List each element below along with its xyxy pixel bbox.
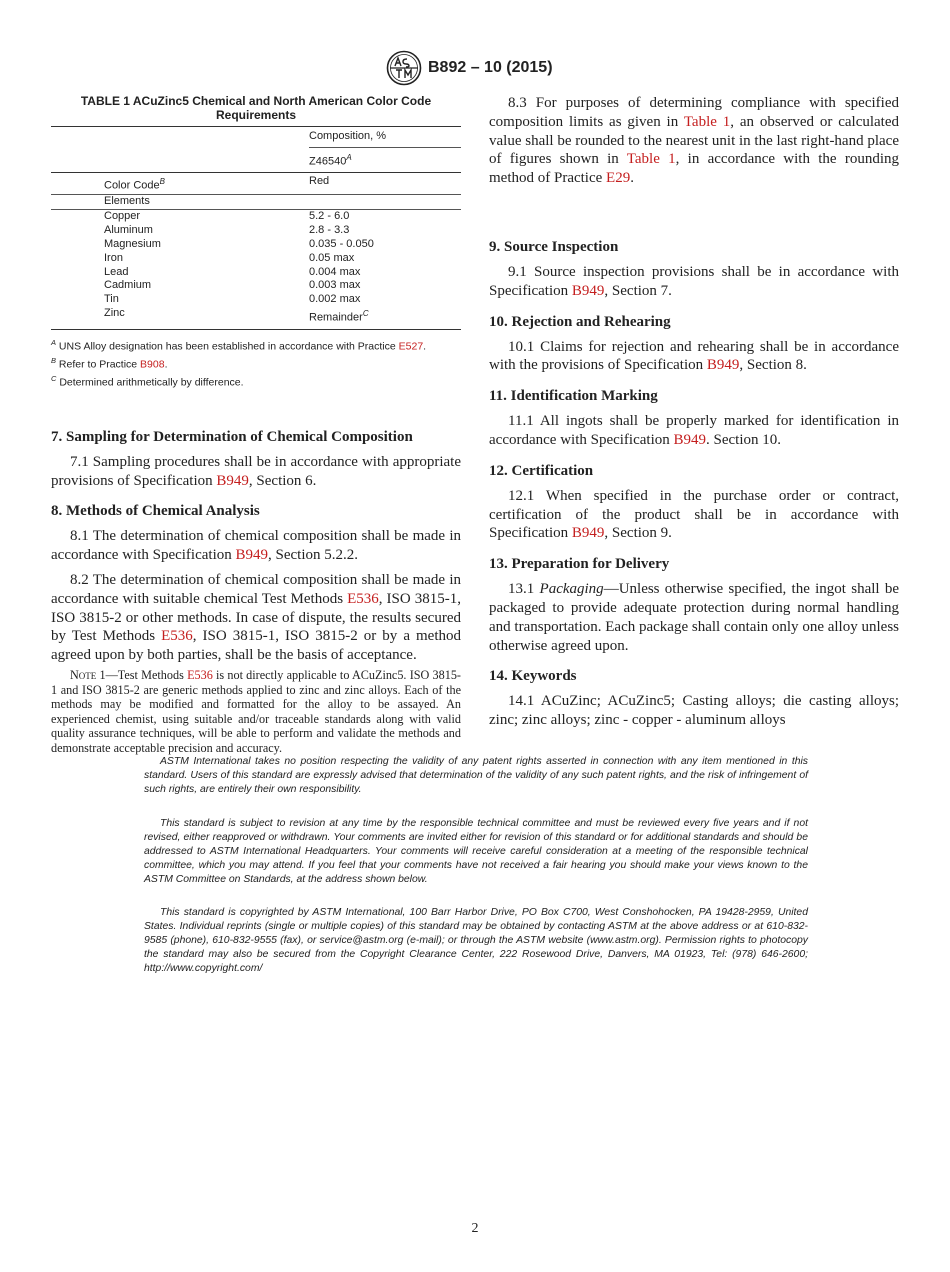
table-title: TABLE 1 ACuZinc5 Chemical and North American Color Code Requirements xyxy=(80,94,432,122)
link-b949[interactable]: B949 xyxy=(673,431,707,448)
section-heading: 13. Preparation for Delivery xyxy=(489,556,670,573)
alloy-code-footnote-mark: A xyxy=(346,152,352,162)
text: , Section 6. xyxy=(248,472,317,489)
section-10 xyxy=(489,313,899,376)
link-table-1[interactable]: Table 1 xyxy=(683,113,731,130)
table-elements-row xyxy=(51,195,461,210)
text: —Unless otherwise specified, the ingot shall be packaged to provide adequate protection during normal handling and transportation. Each package shall contain only one alloy unless otherwise agreed upon. xyxy=(489,581,900,654)
section-9 xyxy=(489,238,899,301)
element-name: Zinc xyxy=(104,307,125,320)
table-footnotes xyxy=(51,336,461,390)
section-13 xyxy=(489,555,899,655)
footnote-mark: A xyxy=(51,337,57,347)
composition-header: Composition, % xyxy=(309,127,461,148)
color-code-label: Color Code xyxy=(104,180,160,193)
footnote-mark: C xyxy=(51,373,57,383)
right-column-top xyxy=(489,96,899,188)
text: , an observed or calculated value shall be rounded to the nearest unit in the last right-hand place of figures shown in xyxy=(489,113,900,168)
link-b949[interactable]: B949 xyxy=(571,282,605,299)
section-heading: 9. Source Inspection xyxy=(489,239,619,255)
text: . Section 10. xyxy=(706,431,782,448)
elements-label: Elements xyxy=(104,195,150,208)
section-7 xyxy=(51,428,461,491)
text: 9.1 Source inspection provisions shall be in accordance with Specification xyxy=(489,264,899,299)
alloy-code: Z46540 xyxy=(309,155,347,168)
section-8 xyxy=(51,502,461,755)
table-row xyxy=(51,293,461,307)
italic-term: Packaging xyxy=(539,581,604,598)
element-name: Iron xyxy=(104,251,123,264)
text: 1—Test Methods xyxy=(96,668,188,683)
remainder-footnote-mark: C xyxy=(362,309,369,319)
paragraph-10-1 xyxy=(489,338,899,376)
table-row xyxy=(51,224,461,238)
footnote-tail: . xyxy=(423,340,427,353)
link-e536[interactable]: E536 xyxy=(161,628,193,645)
astm-logo-icon xyxy=(386,50,422,86)
text: , Section 9. xyxy=(604,525,672,542)
element-name: Tin xyxy=(104,293,119,306)
link-table-1[interactable]: Table 1 xyxy=(626,151,676,168)
text: , ISO 3815-1, ISO 3815-2 or other methods. In case of dispute, the results secured by Test Methods xyxy=(51,590,461,645)
note-label: Note xyxy=(70,668,97,683)
link-e527[interactable]: E527 xyxy=(398,340,424,353)
text: , Section 7. xyxy=(604,282,672,299)
section-heading: 7. Sampling for Determination of Chemical Composition xyxy=(51,428,413,445)
paragraph-8-1 xyxy=(51,527,461,565)
link-b949[interactable]: B949 xyxy=(235,547,269,564)
section-heading: 10. Rejection and Rehearing xyxy=(489,313,671,330)
text: 8.1 The determination of chemical composition shall be made in accordance with Specification xyxy=(51,528,461,564)
text: , Section 8. xyxy=(739,357,807,374)
color-code-label-cell xyxy=(104,173,309,195)
element-value: 0.002 max xyxy=(309,293,361,306)
text: 10.1 Claims for rejection and rehearing shall be in accordance with the provisions of Specification xyxy=(489,338,899,374)
footnote-text: Determined arithmetically by difference. xyxy=(56,376,244,389)
page-number: 2 xyxy=(471,1221,479,1236)
text: is not directly applicable to ACuZinc5. ISO 3815-1 and ISO 3815-2 are generic methods applied to zinc and zinc alloys. Each of the methods may be modified and formatted for the alloy to be assayed. An experienced chemist, using suitable and/or traceable standards along with valid quality assurance techniques, will be able to perform and validate the methods and demonstrate acceptable precision and accuracy. xyxy=(51,668,461,755)
element-value: 0.003 max xyxy=(309,279,361,292)
paragraph-7-1 xyxy=(51,453,461,491)
paragraph-8-3 xyxy=(489,94,899,188)
text: 12.1 When specified in the purchase order or contract, certification of the product shall be in accordance with Specification xyxy=(489,487,899,542)
text: 13.1 xyxy=(508,581,540,598)
text: , in accordance with the rounding method of Practice xyxy=(489,151,899,187)
paragraph-11-1 xyxy=(489,412,899,450)
paragraph-12-1 xyxy=(489,487,899,543)
copyright-notice: This standard is copyrighted by ASTM International, 100 Barr Harbor Drive, PO Box C700, West Conshohocken, PA 19428-2959, United States. Individual reprints (single or multiple copies) of this standard may be obtained by contacting ASTM at the above address or at 610-832-9585 (phone), 610-832-9555 (fax), or service@astm.org (e-mail); or through the ASTM website (www.astm.org). Permission rights to photocopy the standard may also be secured from the Copyright Clearance Center, 222 Rosewood Drive, Danvers, MA 01923, Tel: (978) 646-2600; http://www.copyright.com/ xyxy=(144,907,808,975)
element-value: 0.004 max xyxy=(309,265,361,278)
text: 8.3 For purposes of determining compliance with specified composition limits as given in xyxy=(489,95,899,130)
section-11 xyxy=(489,387,899,450)
note-1 xyxy=(51,668,461,755)
table-row xyxy=(51,252,461,266)
link-b949[interactable]: B949 xyxy=(706,357,740,374)
footnote-a xyxy=(51,336,461,354)
table-header-row xyxy=(51,127,461,148)
text: 8.2 The determination of chemical composition shall be made in accordance with suitable chemical Test Methods xyxy=(51,572,461,607)
revision-notice: This standard is subject to revision at any time by the responsible technical committee and must be reviewed every five years and if not revised, either reapproved or withdrawn. Your comments are invited either for revision of this standard or for additional standards and should be addressed to ASTM International Headquarters. Your comments will receive careful consideration at a meeting of the responsible technical committee, which you may attend. If you feel that your comments have not received a fair hearing you should make your views known to the ASTM Committee on Standards, at the address shown below. xyxy=(144,818,808,886)
element-name: Copper xyxy=(104,209,141,222)
footnote-mark: B xyxy=(51,355,57,365)
link-e536[interactable]: E536 xyxy=(187,668,213,683)
element-value: 0.035 - 0.050 xyxy=(309,237,374,250)
element-name: Aluminum xyxy=(104,223,153,236)
table-row xyxy=(51,209,461,223)
table-row xyxy=(51,307,461,329)
left-column xyxy=(51,94,461,755)
table-row xyxy=(51,279,461,293)
element-name: Cadmium xyxy=(104,279,152,292)
section-14 xyxy=(489,667,899,730)
text: 7.1 Sampling procedures shall be in accordance with appropriate provisions of Specification xyxy=(51,453,461,489)
text: . xyxy=(630,170,634,187)
link-b908[interactable]: B908 xyxy=(140,358,165,371)
paragraph-14-1: 14.1 ACuZinc; ACuZinc5; Casting alloys; die casting alloys; zinc; zinc alloys; zinc - copper - aluminum alloys xyxy=(489,693,899,729)
link-b949[interactable]: B949 xyxy=(216,472,249,489)
element-value: 5.2 - 6.0 xyxy=(309,209,350,222)
page-header xyxy=(0,50,950,86)
element-value: 2.8 - 3.3 xyxy=(309,223,350,236)
paragraph-9-1 xyxy=(489,263,899,301)
footnote-text: UNS Alloy designation has been established in accordance with Practice xyxy=(56,340,399,353)
table-row xyxy=(51,238,461,252)
element-name: Lead xyxy=(104,265,129,278)
link-b949[interactable]: B949 xyxy=(571,525,605,542)
right-column-sections xyxy=(489,238,899,730)
table-alloy-row xyxy=(51,147,461,173)
color-code-value: Red xyxy=(309,175,330,188)
section-heading: 14. Keywords xyxy=(489,668,577,685)
link-e536[interactable]: E536 xyxy=(347,590,379,607)
footnote-text: Refer to Practice xyxy=(56,358,141,371)
text: 11.1 All ingots shall be properly marked for identification in accordance with Specification xyxy=(489,413,899,448)
paragraph-13-1 xyxy=(489,580,899,655)
link-e29[interactable]: E29 xyxy=(606,170,631,187)
section-heading: 12. Certification xyxy=(489,462,594,479)
paragraph-8-2 xyxy=(51,571,461,665)
element-name: Magnesium xyxy=(104,237,161,250)
composition-table xyxy=(51,126,461,330)
section-heading: 11. Identification Marking xyxy=(489,388,658,405)
element-value: 0.05 max xyxy=(309,251,355,264)
table-row xyxy=(51,266,461,280)
footnote-tail: . xyxy=(164,358,168,371)
text: , ISO 3815-1, ISO 3815-2 or by a method agreed upon by both parties, shall be the basis of acceptance. xyxy=(51,628,461,664)
element-value: Remainder xyxy=(309,311,363,324)
text: , Section 5.2.2. xyxy=(268,547,359,564)
document-id: B892 – 10 (2015) xyxy=(428,59,553,76)
footnote-b xyxy=(51,354,461,372)
section-12 xyxy=(489,462,899,543)
element-value-cell xyxy=(309,307,461,329)
table-color-row xyxy=(51,173,461,195)
footnote-c xyxy=(51,372,461,390)
alloy-code-cell xyxy=(309,147,461,173)
patent-disclaimer: ASTM International takes no position respecting the validity of any patent rights asserted in connection with any item mentioned in this standard. Users of this standard are expressly advised that determination of the validity of any such patent rights, and the risk of infringement of such rights, are entirely their own responsibility. xyxy=(144,756,808,796)
section-heading: 8. Methods of Chemical Analysis xyxy=(51,503,260,520)
color-code-footnote-mark: B xyxy=(159,177,165,187)
